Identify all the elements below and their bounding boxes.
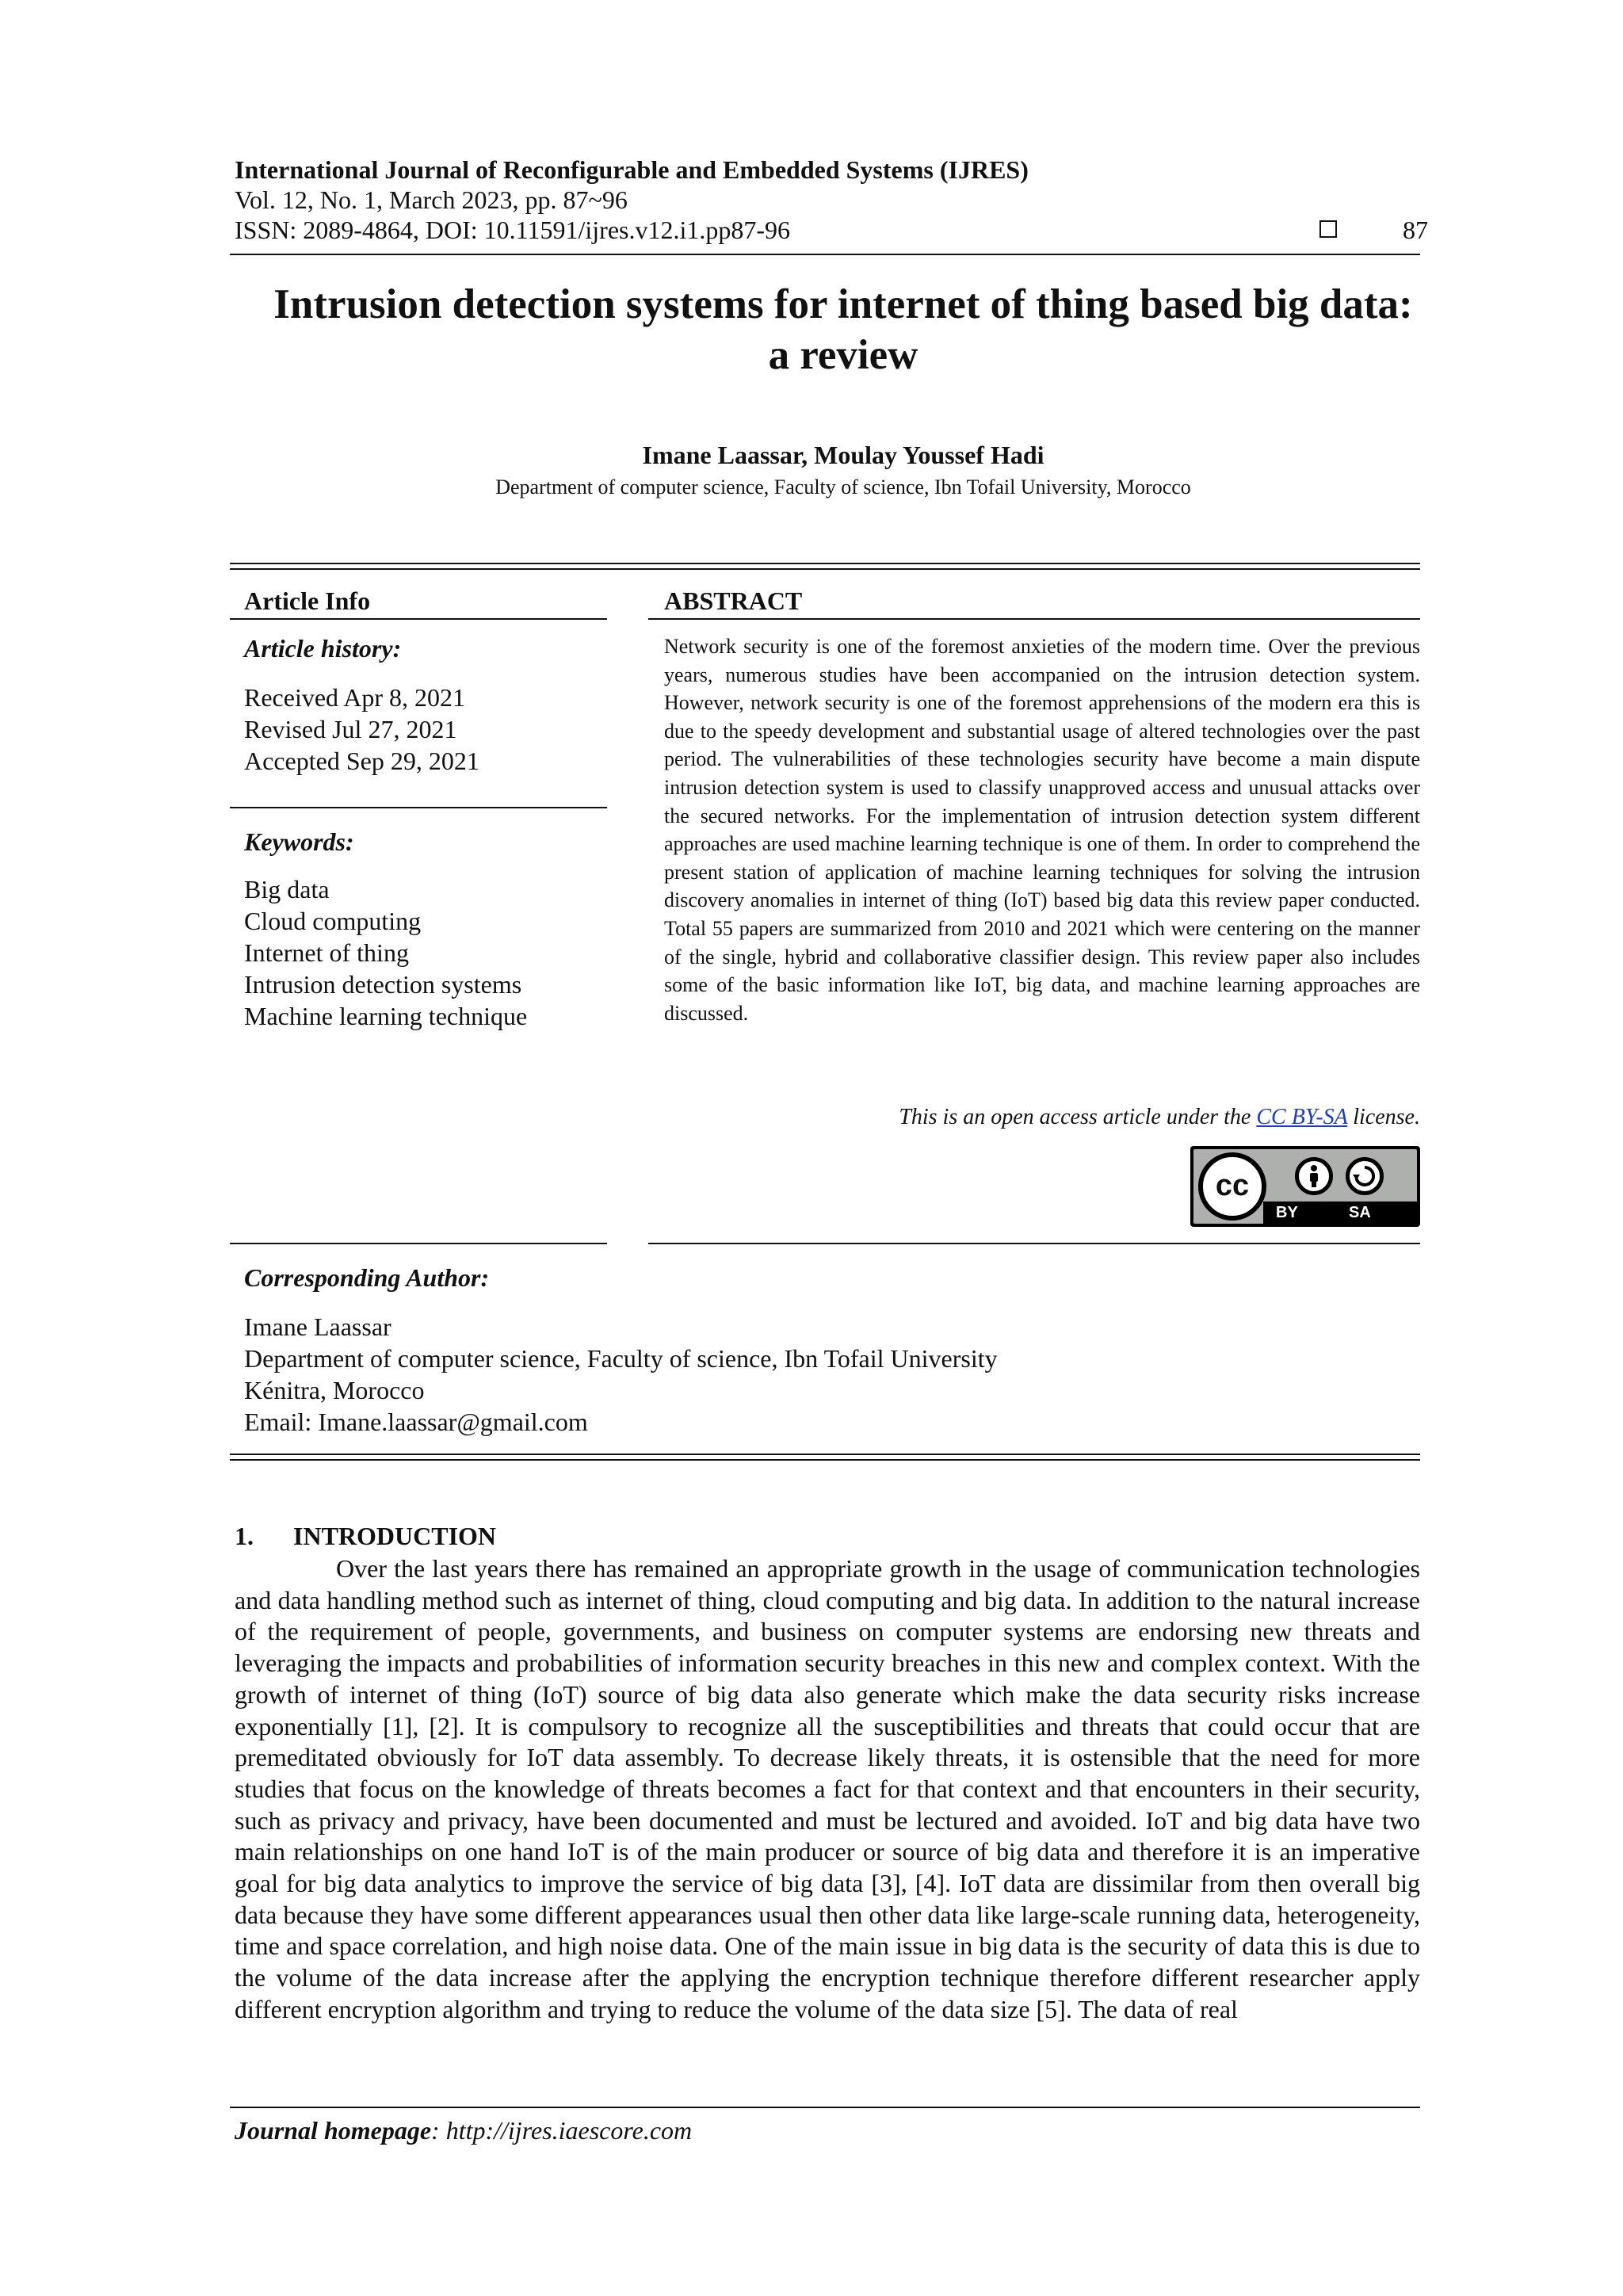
footer-label: Journal homepage <box>235 2116 432 2145</box>
article-history <box>244 682 479 777</box>
sa-label: SA <box>1349 1204 1371 1221</box>
journal-name: International Journal of Reconfigurable and Embedded Systems (IJRES) <box>235 155 1029 184</box>
page-number: 87 <box>1403 216 1428 244</box>
header-rule <box>230 254 1420 255</box>
abstract-paragraph: Network security is one of the foremost anxieties of the modern time. Over the previous years, numerous studies have been accompanied on the intrusion detection system. However, network security is one of the foremost apprehensions of the modern era this is due to the speedy development and substantial usage of altered technologies over the past period. The vulnerabilities of these technologies security have become a main dispute intrusion detection system is used to classify unapproved access and unusual attacks over the secured networks. For the implementation of intrusion detection system different approaches are used machine learning technique is one of them. In order to comprehend the present station of application of machine learning techniques for solving the intrusion discovery anomalies in internet of thing (IoT) based big data this review paper conducted. Total 55 papers are summarized from 2010 and 2021 which were centering on the manner of the single, hybrid and collaborative classifier design. This review paper also includes some of the basic information like IoT, big data, and machine learning approaches are discussed. <box>664 635 1420 1025</box>
attribution-person-icon <box>1295 1157 1333 1195</box>
cc-by-sa-link[interactable]: CC BY-SA <box>1256 1105 1348 1129</box>
revised-date: Revised Jul 27, 2021 <box>244 715 457 743</box>
author-email: Email: Imane.laassar@gmail.com <box>244 1408 588 1436</box>
license-prefix: This is an open access article under the <box>899 1105 1257 1129</box>
section-title: INTRODUCTION <box>293 1522 497 1550</box>
checkbox-square-icon <box>1319 220 1337 238</box>
abstract-heading: ABSTRACT <box>664 586 803 615</box>
received-date: Received Apr 8, 2021 <box>244 683 466 712</box>
keyword-item: Intrusion detection systems <box>244 970 522 999</box>
article-history-heading: Article history: <box>244 634 402 663</box>
cc-by-sa-badge[interactable] <box>1190 1146 1420 1227</box>
keyword-item: Machine learning technique <box>244 1002 528 1030</box>
introduction-heading <box>235 1522 496 1551</box>
info-bottom-rule-2 <box>230 1459 1420 1461</box>
by-label: BY <box>1276 1204 1298 1221</box>
author-name: Imane Laassar <box>244 1312 391 1341</box>
author-department: Department of computer science, Faculty of science, Ibn Tofail University <box>244 1344 998 1373</box>
keywords-rule <box>230 807 607 808</box>
keyword-item: Internet of thing <box>244 938 409 967</box>
introduction-body <box>235 1553 1420 2026</box>
affiliation: Department of computer science, Faculty of science, Ibn Tofail University, Morocco <box>495 476 1191 499</box>
title-line-2: a review <box>768 332 918 378</box>
cc-icon: cc <box>1198 1152 1266 1221</box>
abstract-body <box>664 632 1420 1027</box>
abstract-rule <box>648 618 1420 620</box>
article-info-heading: Article Info <box>244 586 371 615</box>
footer-url[interactable]: : http://ijres.iaescore.com <box>431 2116 693 2145</box>
keyword-item: Big data <box>244 875 330 904</box>
corresponding-author-heading: Corresponding Author: <box>244 1263 490 1292</box>
introduction-paragraph: Over the last years there has remained an appropriate growth in the usage of communication technologies and data handling method such as internet of thing, cloud computing and big data. In addition to the natural increase of the requirement of people, governments, and business on computer systems are endorsing new threats and leveraging the impacts and probabilities of information security breaches in this new and complex context. With the growth of internet of thing (IoT) source of big data also generate which make the data security risks increase exponentially [1], [2]. It is compulsory to recognize all the susceptibilities and threats that could occur that are premeditated obviously for IoT data assembly. To decrease likely threats, it is ostensible that the need for more studies that focus on the knowledge of threats becomes a fact for that context and that encounters in their security, such as privacy and privacy, have been documented and must be lectured and avoided. IoT and big data have two main relationships on one hand IoT is of the main producer or source of big data and therefore it is an imperative goal for big data analytics to improve the service of big data [3], [4]. IoT data are dissimilar from then overall big data because they have some different appearances usual then other data like large-scale running data, heterogeneity, time and space correlation, and high noise data. One of the main issue in big data is the security of data this is due to the volume of the data increase after the applying the encryption technique therefore different researcher apply different encryption algorithm and trying to reduce the volume of the data size [5]. The data of real <box>235 1554 1420 2023</box>
info-top-rule <box>230 563 1420 564</box>
authors: Imane Laassar, Moulay Youssef Hadi <box>642 441 1044 469</box>
section-number: 1. <box>235 1522 254 1550</box>
article-info-rule <box>230 618 607 620</box>
keyword-item: Cloud computing <box>244 907 422 935</box>
license-suffix: license. <box>1347 1105 1420 1129</box>
article-info-bottom-rule <box>230 1243 607 1244</box>
issn-doi: ISSN: 2089-4864, DOI: 10.11591/ijres.v12.i1.pp87-96 <box>235 216 791 244</box>
volume-info: Vol. 12, No. 1, March 2023, pp. 87~96 <box>235 185 628 214</box>
paper-title <box>190 279 1496 380</box>
info-top-rule-2 <box>230 568 1420 570</box>
license-line <box>664 1105 1420 1130</box>
abstract-bottom-rule <box>648 1243 1420 1244</box>
keywords-list <box>244 873 527 1032</box>
share-alike-icon <box>1346 1157 1384 1195</box>
corresponding-author-details <box>244 1311 998 1438</box>
info-bottom-rule <box>230 1454 1420 1455</box>
author-city: Kénitra, Morocco <box>244 1376 425 1404</box>
footer <box>235 2116 692 2145</box>
keywords-heading: Keywords: <box>244 827 354 856</box>
title-line-1: Intrusion detection systems for internet of thing based big data: <box>273 281 1413 327</box>
footer-rule <box>230 2107 1420 2108</box>
accepted-date: Accepted Sep 29, 2021 <box>244 747 479 775</box>
